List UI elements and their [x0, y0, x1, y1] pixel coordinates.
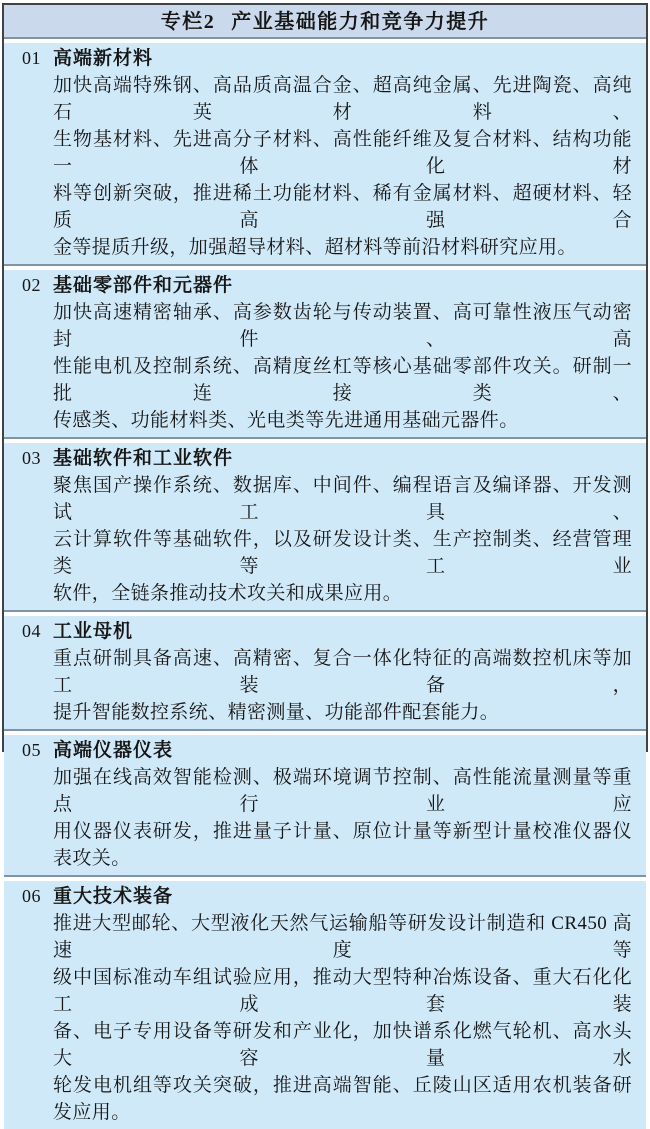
paragraph-line: 用仪器仪表研发，推进量子计量、原位计量等新型计量校准仪器仪表攻关。	[53, 821, 632, 869]
paragraph-line: 料等创新突破，推进稀土功能材料、稀有金属材料、超硬材料、轻质高强合	[53, 183, 632, 231]
section-number: 06	[22, 886, 41, 906]
sections-container	[4, 43, 646, 1129]
paragraph-line: 备、电子专用设备等研发和产业化，加快谱系化燃气轮机、高水头大容量水	[53, 1021, 632, 1069]
section-title: 基础零部件和元器件	[53, 275, 234, 296]
section	[4, 616, 646, 731]
panel-header-label: 专栏2	[160, 11, 216, 33]
paragraph-line: 轮发电机组等攻关突破，推进高端智能、丘陵山区适用农机装备研发应用。	[53, 1075, 632, 1123]
panel-header	[4, 5, 646, 39]
section	[4, 43, 646, 266]
paragraph-line: 级中国标准动车组试验应用，推动大型特种冶炼设备、重大石化化工成套装	[53, 967, 632, 1015]
section-title-row	[22, 737, 632, 764]
paragraph-line: 生物基材料、先进高分子材料、高性能纤维及复合材料、结构功能一体化材	[53, 129, 632, 177]
paragraph-line: 提升智能数控系统、精密测量、功能部件配套能力。	[53, 702, 500, 723]
section	[4, 443, 646, 612]
section-number: 02	[22, 275, 41, 295]
section-title: 高端仪器仪表	[53, 740, 174, 761]
paragraph-line: 传感类、功能材料类、光电类等先进通用基础元器件。	[53, 410, 519, 431]
section-paragraph	[22, 299, 632, 434]
section-title: 重大技术装备	[53, 886, 174, 907]
paragraph-line: 聚焦国产操作系统、数据库、中间件、编程语言及编译器、开发测试工具、	[53, 475, 632, 523]
section-number: 05	[22, 740, 41, 760]
section-title-row	[22, 45, 632, 72]
section-number: 01	[22, 48, 41, 68]
section-number: 03	[22, 448, 41, 468]
paragraph-line: 软件，全链条推动技术攻关和成果应用。	[53, 583, 403, 604]
section-number: 04	[22, 621, 41, 641]
paragraph-line: 加快高速精密轴承、高参数齿轮与传动装置、高可靠性液压气动密封件、高	[53, 302, 632, 350]
paragraph-line: 加强在线高效智能检测、极端环境调节控制、高性能流量测量等重点行业应	[53, 767, 632, 815]
paragraph-line: 加快高端特殊钢、高品质高温合金、超高纯金属、先进陶瓷、高纯石英材料、	[53, 75, 632, 123]
section-title-row	[22, 445, 632, 472]
panel-box	[2, 3, 648, 1123]
paragraph-line: 重点研制具备高速、高精密、复合一体化特征的高端数控机床等加工装备，	[53, 648, 632, 696]
section-title-row	[22, 272, 632, 299]
section-title-row	[22, 618, 632, 645]
section-paragraph	[22, 764, 632, 872]
section-paragraph	[22, 472, 632, 607]
section-title: 基础软件和工业软件	[53, 448, 234, 469]
paragraph-line: 推进大型邮轮、大型液化天然气运输船等研发设计制造和 CR450 高速度等	[53, 913, 632, 961]
section-title: 高端新材料	[53, 48, 154, 69]
section-title-row	[22, 883, 632, 910]
paragraph-line: 金等提质升级，加强超导材料、超材料等前沿材料研究应用。	[53, 237, 577, 258]
paragraph-line: 性能电机及控制系统、高精度丝杠等核心基础零部件攻关。研制一批连接类、	[53, 356, 632, 404]
paragraph-line: 云计算软件等基础软件，以及研发设计类、生产控制类、经营管理类等工业	[53, 529, 632, 577]
section	[4, 270, 646, 439]
section-paragraph	[22, 645, 632, 726]
panel-header-title: 产业基础能力和竞争力提升	[231, 11, 490, 33]
section	[4, 881, 646, 1129]
section-title: 工业母机	[53, 621, 134, 642]
section-paragraph	[22, 72, 632, 261]
section-paragraph	[22, 910, 632, 1126]
section	[4, 735, 646, 877]
